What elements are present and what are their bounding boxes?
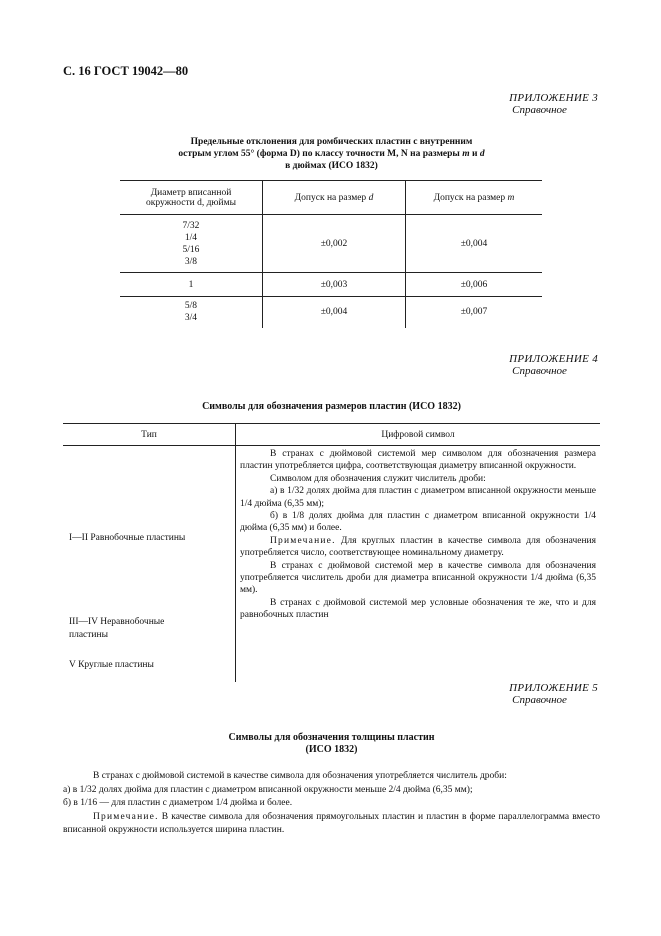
diameter-cell (120, 215, 263, 273)
type-unequal-sided (69, 616, 164, 642)
appendix-4-caption: Символы для обозначения размеров пластин (ИСО 1832) (202, 401, 461, 412)
note-label: Примечание. (93, 811, 159, 822)
type-round: V Круглые пластины (69, 660, 154, 670)
appendix-5-subtitle: Справочное (512, 694, 567, 706)
note-text: Для круглых пластин в качестве символа для обозначения употребляется число, соответствующее номинальному диаметру. (240, 535, 596, 559)
header-var-d: d (368, 192, 374, 203)
desc-paragraph: б) в 1/8 долях дюйма для пластин с диаметром вписанной окружности 1/4 дюйма (6,35 мм) и более. (240, 511, 596, 534)
table-header-row (63, 424, 600, 446)
desc-paragraph: В странах с дюймовой системой мер в качестве символа для обозначения употребляется числитель дроби для диаметра вписанной окружности 1/4 дюйма (6,35 мм). (240, 560, 596, 596)
desc-note (240, 535, 596, 560)
tolerance-d-cell: ±0,002 (263, 215, 406, 273)
caption-line-2: (ИСО 1832) (305, 744, 358, 755)
header-tolerance-m-label: Допуск на размер (433, 192, 508, 203)
caption-line-1: Предельные отклонения для ромбических пластин с внутренним (190, 137, 473, 147)
header-diameter (120, 181, 263, 215)
diameter-value: 7/32 (182, 220, 200, 231)
tolerance-m-cell: ±0,007 (406, 297, 543, 328)
header-tolerance-d-label: Допуск на размер (294, 192, 369, 203)
note-text: В качестве символа для обозначения прямоугольных пластин и пластин в форме параллелограмма вместо вписанной окружности используется ширина пластин. (63, 811, 600, 836)
appendix-4-subtitle: Справочное (512, 365, 567, 377)
table-row (120, 297, 542, 328)
header-var-m: m (507, 192, 515, 203)
caption-line-1: Символы для обозначения толщины пластин (228, 732, 435, 743)
appendix-3-heading (509, 92, 598, 116)
appendix-4-title: ПРИЛОЖЕНИЕ 4 (509, 353, 598, 365)
table-header-row (120, 181, 542, 215)
symbols-table (63, 423, 600, 682)
type-equal-sided: I—II Равнобочные пластины (69, 533, 186, 543)
appendix-5-title: ПРИЛОЖЕНИЕ 5 (509, 682, 598, 694)
diameter-value: 1 (188, 279, 194, 290)
appendix-5-caption (63, 732, 600, 756)
body-paragraph: б) в 1/16 — для пластин с диаметром 1/4 дюйма и более. (63, 798, 293, 809)
symbol-description-cell (236, 446, 601, 683)
appendix-5-heading (509, 682, 598, 706)
appendix-5-body (63, 770, 600, 838)
caption-and: и (469, 149, 480, 159)
caption-var-d: d (479, 149, 485, 159)
body-paragraph: В странах с дюймовой системой в качестве символа для обозначения употребляется числитель дроби: (93, 771, 507, 781)
caption-line-3: в дюймах (ИСО 1832) (285, 161, 378, 171)
tolerance-m-cell: ±0,004 (406, 215, 543, 273)
type-unequal-line-1: III—IV Неравнобочные (69, 617, 165, 627)
desc-paragraph: В странах с дюймовой системой мер символом для обозначения размера пластин употребляется цифра, соответствующая диаметру вписанной окружности. (240, 449, 596, 472)
appendix-3-caption (63, 136, 600, 172)
tolerance-m-cell: ±0,006 (406, 273, 543, 297)
tolerance-d-cell: ±0,003 (263, 273, 406, 297)
body-note (63, 811, 600, 838)
caption-line-2-text: острым углом 55° (форма D) по классу точности M, N на размеры (178, 149, 463, 159)
header-tolerance-d (263, 181, 406, 215)
caption-var-m: m (462, 149, 470, 159)
type-unequal-line-2: пластины (69, 630, 108, 640)
header-type: Тип (63, 424, 236, 446)
appendix-3-title: ПРИЛОЖЕНИЕ 3 (509, 92, 598, 104)
caption-line-2 (63, 148, 600, 160)
desc-paragraph: В странах с дюймовой системой мер условные обозначения те же, что и для равнобочных пластин (240, 597, 596, 621)
note-label: Примечание. (270, 535, 336, 546)
appendix-4-heading (509, 353, 598, 377)
table-row (63, 446, 600, 683)
diameter-value: 5/8 (184, 301, 198, 312)
diameter-value: 1/4 (184, 232, 198, 243)
appendix-3-subtitle: Справочное (512, 104, 567, 116)
diameter-value: 5/16 (182, 244, 200, 255)
diameter-value: 3/4 (184, 313, 198, 324)
diameter-cell (120, 273, 263, 297)
header-symbol: Цифровой символ (236, 424, 601, 446)
tolerance-table (120, 180, 542, 328)
table-row (120, 273, 542, 297)
header-diameter-line-2: окружности d, дюймы (146, 197, 236, 208)
types-cell (63, 446, 236, 683)
diameter-value: 3/8 (184, 256, 198, 267)
desc-paragraph: а) в 1/32 долях дюйма для пластин с диаметром вписанной окружности меньше 1/4 дюйма (6,35 мм); (240, 486, 596, 509)
diameter-cell (120, 297, 263, 328)
tolerance-d-cell: ±0,004 (263, 297, 406, 328)
body-paragraph: а) в 1/32 долях дюйма для пластин с диаметром вписанной окружности меньше 2/4 дюйма (6,35 мм); (63, 784, 473, 795)
header-tolerance-m (406, 181, 543, 215)
header-diameter-line-1: Диаметр вписанной (150, 187, 232, 198)
desc-paragraph: Символом для обозначения служит числитель дроби: (270, 473, 486, 484)
page-header: С. 16 ГОСТ 19042—80 (63, 64, 189, 78)
table-row (120, 215, 542, 273)
